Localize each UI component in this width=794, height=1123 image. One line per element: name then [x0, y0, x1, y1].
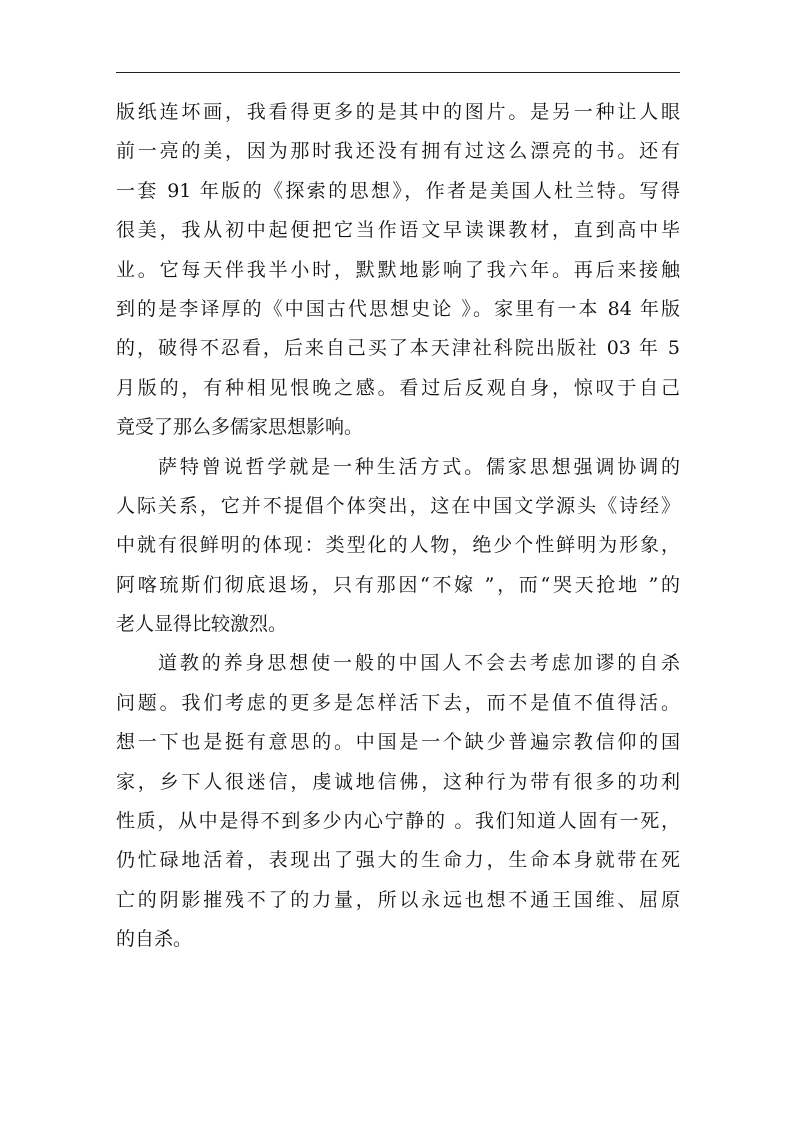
text-line: 想一下也是挺有意思的。中国是一个缺少普遍宗教信仰的国 [116, 731, 680, 754]
text-line: 老人显得比较激烈。 [116, 613, 288, 636]
text-line: 月版的，有种相见恨晚之感。看过后反观自身，惊叹于自己 [116, 376, 680, 399]
text-line: 版纸连坏画，我看得更多的是其中的图片。是另一种让人眼 [116, 101, 680, 123]
text-line: 竟受了那么多儒家思想影响。 [116, 416, 364, 439]
text-line: 一套 91 年版的《探索的思想》，作者是美国人杜兰特。写得 [116, 179, 680, 202]
text-line: 亡的阴影摧残不了的力量，所以永远也想不通王国维、屈原 [116, 888, 680, 911]
body-text [116, 93, 680, 960]
text-line: 很美，我从初中起便把它当作语文早读课教材，直到高中毕 [116, 219, 680, 242]
text-line: 业。它每天伴我半小时，默默地影响了我六年。再后来接触 [116, 258, 680, 281]
text-line: 阿喀琉斯们彻底退场，只有那因“不嫁 ”，而“哭天抢地 ”的 [116, 573, 680, 596]
text-line: 道教的养身思想使一般的中国人不会去考虑加谬的自杀 [158, 652, 680, 675]
text-line: 人际关系，它并不提倡个体突出，这在中国文学源头《诗经》 [116, 494, 680, 517]
text-line: 到的是李译厚的《中国古代思想史论 》。家里有一本 84 年版 [116, 297, 680, 320]
text-line: 问题。我们考虑的更多是怎样活下去，而不是值不值得活。 [116, 691, 680, 714]
text-line: 的自杀。 [116, 928, 193, 951]
text-line: 仍忙碌地活着，表现出了强大的生命力，生命本身就带在死 [116, 849, 680, 872]
text-line: 中就有很鲜明的体现：类型化的人物，绝少个性鲜明为形象， [116, 534, 680, 557]
header-rule [116, 72, 680, 73]
text-line: 萨特曾说哲学就是一种生活方式。儒家思想强调协调的 [158, 455, 680, 478]
text-line: 性质，从中是得不到多少内心宁静的 。我们知道人固有一死， [116, 810, 680, 833]
text-line: 家，乡下人很迷信，虔诚地信佛，这种行为带有很多的功利 [116, 770, 680, 793]
text-line: 前一亮的美，因为那时我还没有拥有过这么漂亮的书。还有 [116, 140, 680, 163]
text-line: 的，破得不忍看，后来自己买了本天津社科院出版社 03 年 5 [116, 337, 680, 360]
